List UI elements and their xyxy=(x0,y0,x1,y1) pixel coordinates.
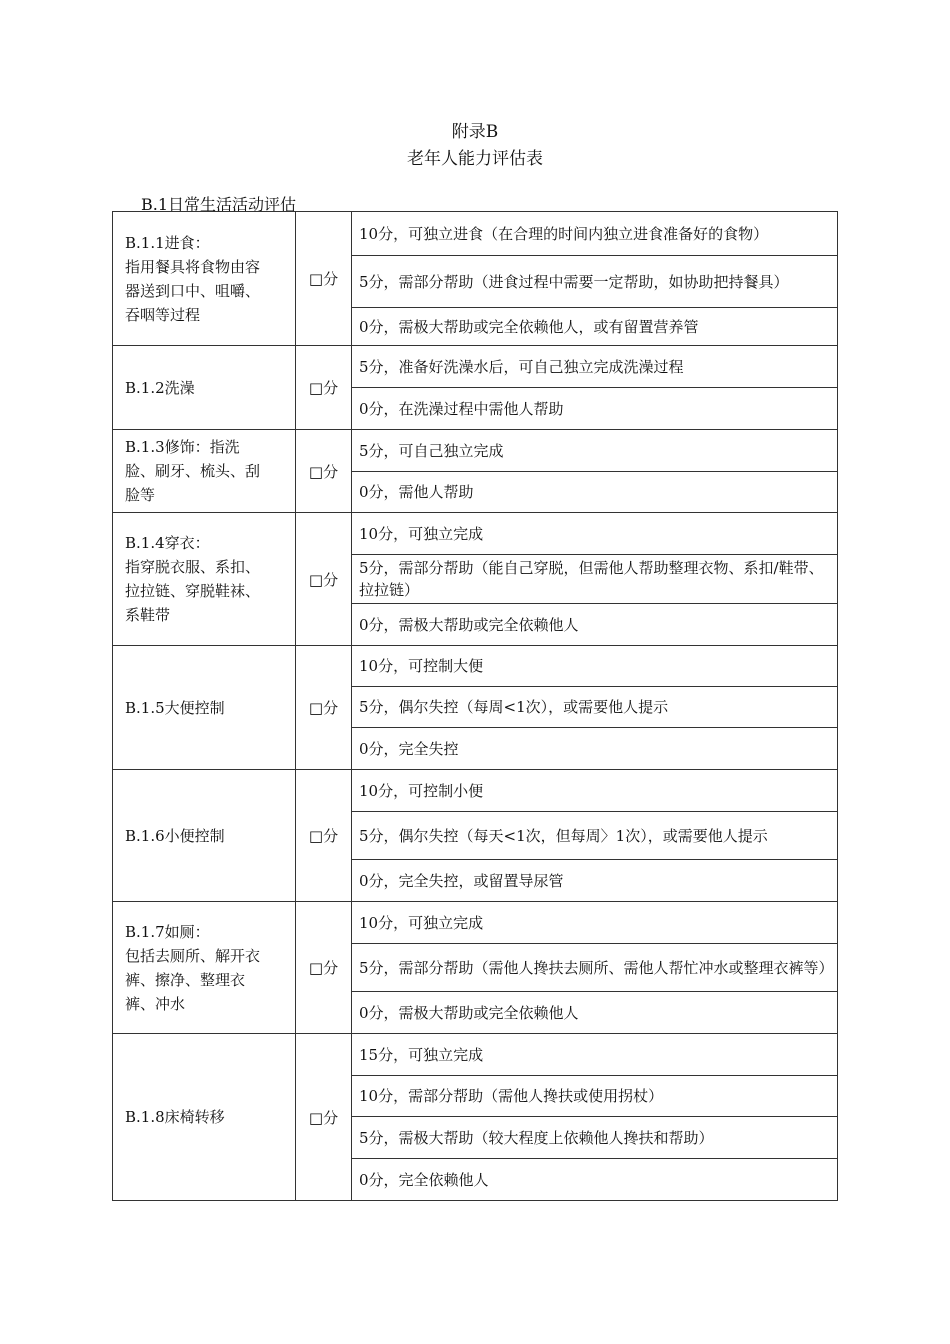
table-row xyxy=(113,646,838,687)
assessment-table xyxy=(112,211,838,1201)
score-option: 5分，准备好洗澡水后，可自己独立完成洗澡过程 xyxy=(352,346,838,388)
score-option: 0分，完全依赖他人 xyxy=(352,1159,838,1201)
item-label-line: B.1.8床椅转移 xyxy=(125,1108,225,1126)
score-box[interactable]: □分 xyxy=(296,770,352,902)
item-label-line: 脸等 xyxy=(125,486,156,504)
item-label xyxy=(113,1034,296,1201)
item-label-line: B.1.5大便控制 xyxy=(125,698,225,717)
score-option: 0分，需极大帮助或完全依赖他人 xyxy=(352,604,838,646)
item-label-line: 器送到口中、咀嚼、 xyxy=(125,281,261,300)
score-box[interactable]: □分 xyxy=(296,646,352,770)
item-label xyxy=(113,212,296,346)
item-label xyxy=(113,902,296,1034)
table-row xyxy=(113,902,838,944)
table-row xyxy=(113,770,838,812)
score-option: 5分，偶尔失控（每周<1次），或需要他人提示 xyxy=(352,687,838,728)
item-label-line: 裤、擦净、整理衣 xyxy=(125,970,246,989)
score-option: 5分，偶尔失控（每天<1次，但每周〉1次），或需要他人提示 xyxy=(352,812,838,860)
score-option: 15分，可独立完成 xyxy=(352,1034,838,1076)
score-option: 0分，需极大帮助或完全依赖他人 xyxy=(352,992,838,1034)
item-label-line: 脸、刷牙、梳头、刮 xyxy=(125,462,261,480)
item-label-line: 吞咽等过程 xyxy=(125,305,201,324)
score-option: 0分，完全失控，或留置导尿管 xyxy=(352,860,838,902)
score-option: 0分，完全失控 xyxy=(352,728,838,770)
item-label xyxy=(113,346,296,430)
section-heading: B.1日常生活活动评估 xyxy=(141,195,297,214)
score-box[interactable]: □分 xyxy=(296,1034,352,1201)
item-label-line: 指用餐具将食物由容 xyxy=(125,257,261,276)
score-box[interactable]: □分 xyxy=(296,346,352,430)
item-label-line: B.1.3修饰：指洗 xyxy=(125,438,240,456)
score-option: 5分，可自己独立完成 xyxy=(352,430,838,472)
table-row xyxy=(113,1034,838,1076)
item-label-line: B.1.6小便控制 xyxy=(125,826,225,845)
score-option: 0分，需极大帮助或完全依赖他人，或有留置营养管 xyxy=(352,308,838,346)
table-row xyxy=(113,346,838,388)
score-option: 0分，需他人帮助 xyxy=(352,472,838,513)
score-option: 0分，在洗澡过程中需他人帮助 xyxy=(352,388,838,430)
item-label-line: 拉拉链、穿脱鞋袜、 xyxy=(125,582,261,600)
item-label xyxy=(113,430,296,513)
item-label-line: B.1.7如厕： xyxy=(125,922,210,941)
table-row xyxy=(113,513,838,555)
item-label-line: B.1.2洗澡 xyxy=(125,378,195,397)
score-option: 10分，需部分帮助（需他人搀扶或使用拐杖） xyxy=(352,1076,838,1117)
item-label xyxy=(113,646,296,770)
score-option: 5分，需部分帮助（需他人搀扶去厕所、需他人帮忙冲水或整理衣裤等） xyxy=(352,944,838,992)
item-label-line: 指穿脱衣服、系扣、 xyxy=(125,558,261,576)
item-label-line: B.1.1进食： xyxy=(125,233,210,252)
score-option: 10分，可控制大便 xyxy=(352,646,838,687)
item-label-line: 包括去厕所、解开衣 xyxy=(125,946,261,965)
item-label-line: 裤、冲水 xyxy=(125,994,186,1013)
item-label xyxy=(113,513,296,646)
appendix-label: 附录B xyxy=(451,122,499,142)
score-box[interactable]: □分 xyxy=(296,902,352,1034)
item-label-line: B.1.4穿衣： xyxy=(125,534,210,552)
table-row xyxy=(113,212,838,256)
score-option: 10分，可独立进食（在合理的时间内独立进食准备好的食物） xyxy=(352,212,838,256)
score-option: 5分，需极大帮助（较大程度上依赖他人搀扶和帮助） xyxy=(352,1117,838,1159)
score-option: 10分，可控制小便 xyxy=(352,770,838,812)
score-option: 10分，可独立完成 xyxy=(352,902,838,944)
score-box[interactable]: □分 xyxy=(296,513,352,646)
item-label xyxy=(113,770,296,902)
table-row xyxy=(113,430,838,472)
item-label-line: 系鞋带 xyxy=(125,606,171,624)
score-box[interactable]: □分 xyxy=(296,212,352,346)
score-option: 10分，可独立完成 xyxy=(352,513,838,555)
form-title: 老年人能力评估表 xyxy=(407,149,543,169)
score-option: 5分，需部分帮助（进食过程中需要一定帮助，如协助把持餐具） xyxy=(352,256,838,308)
score-box[interactable]: □分 xyxy=(296,430,352,513)
score-option: 5分，需部分帮助（能自己穿脱，但需他人帮助整理衣物、系扣/鞋带、拉拉链） xyxy=(352,555,838,604)
